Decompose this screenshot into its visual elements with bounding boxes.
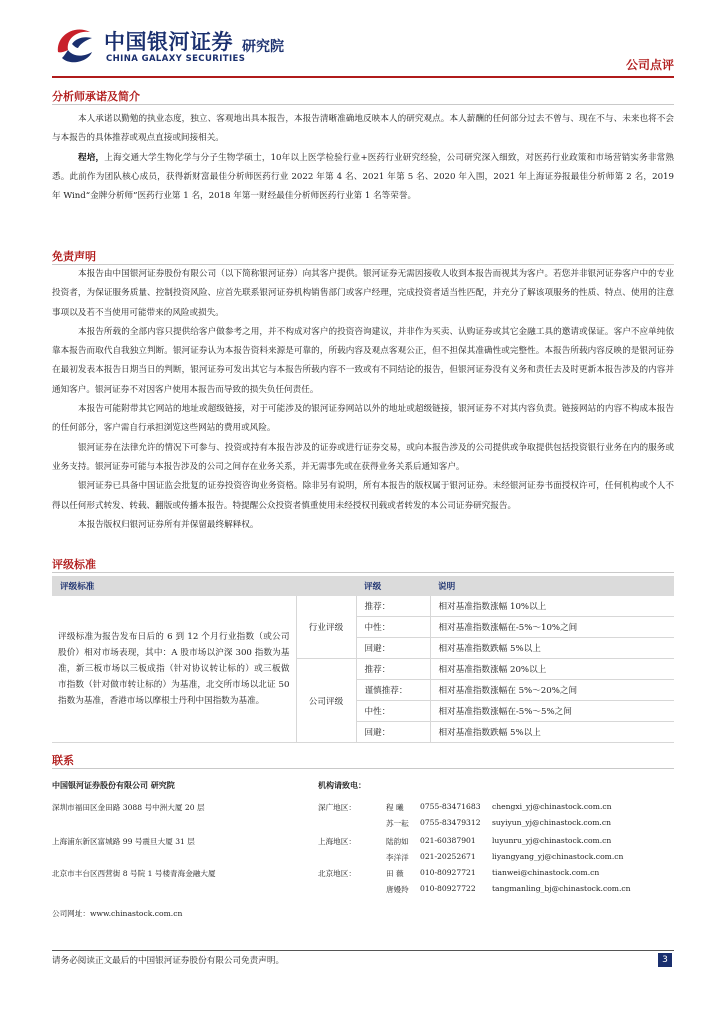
rating-level: 回避： [356,638,430,659]
contact-name: 陆韵如 [386,837,409,846]
contact-phone: 021-60387901 [420,836,476,845]
contact-name: 李洋洋 [386,853,409,862]
company-name: 中国银河证券股份有限公司 研究院 [52,781,175,790]
rating-level: 中性： [356,617,430,638]
rating-desc: 相对基准指数涨幅在-5%～5%之间 [430,701,674,722]
region-label: 北京地区： [318,869,356,878]
address-beijing: 北京市丰台区西营街 8 号院 1 号楼青海金融大厦 [52,869,216,878]
contact-phone: 010-80927721 [420,868,476,877]
analyst-section-body [52,110,674,206]
contact-email[interactable]: suyiyun_yj@chinastock.com.cn [492,818,611,827]
contact-name: 苏一耘 [386,819,409,828]
rating-desc: 相对基准指数跌幅 5%以上 [430,638,674,659]
table-header-cell: 评级 [356,576,430,596]
sales-title: 机构请致电： [318,781,366,790]
disclaimer-paragraph: 银河证券已具备中国证监会批复的证券投资咨询业务资格。除非另有说明，所有本报告的版权属于银河证券。未经银河证券书面授权许可，任何机构或个人不得以任何形式转发、转载、翻版或传播本报告。特提醒公众投资者慎重使用未经授权刊载或者转发的本公司证券研究报告。 [52,481,674,511]
contact-name: 田 薇 [386,869,404,878]
rating-desc: 相对基准指数涨幅在 5%～20%之间 [430,680,674,701]
rating-desc: 相对基准指数跌幅 5%以上 [430,722,674,743]
rating-desc: 相对基准指数涨幅 20%以上 [430,659,674,680]
industry-rating-label: 行业评级 [296,596,356,659]
contact-section-title: 联系 [52,754,74,767]
rating-desc: 相对基准指数涨幅 10%以上 [430,596,674,617]
rating-level: 推荐： [356,659,430,680]
section-divider [52,768,674,769]
disclaimer-paragraph: 本报告所载的全部内容只提供给客户做参考之用，并不构成对客户的投资咨询建议，并非作为买卖、认购证券或其它金融工具的邀请或保证。客户不应单纯依靠本报告而取代自我独立判断。银河证券认为本报告资料来源是可靠的，所载内容及观点客观公正，但不担保其准确性或完整性。本报告所载内容反映的是银河证券在最初发表本报告日期当日的判断，银河证券可发出其它与本报告所载内容不一致或有不同结论的报告，但银河证券没有义务和责任去及时更新本报告涉及的内容并通知客户。银河证券不对因客户使用本报告而导致的损失负任何责任。 [52,326,674,395]
contact-name: 唐嫚羚 [386,885,409,894]
header-divider [52,76,674,78]
contact-email[interactable]: chengxi_yj@chinastock.com.cn [492,802,612,811]
table-header-cell [296,576,356,596]
region-label: 深广地区： [318,803,356,812]
rating-level: 推荐： [356,596,430,617]
contact-email[interactable]: luyunru_yj@chinastock.com.cn [492,836,612,845]
disclaimer-paragraph: 银河证券在法律允许的情况下可参与、投资或持有本报告涉及的证券或进行证券交易，或向本报告涉及的公司提供或争取提供包括投资银行业务在内的服务或业务支持。银河证券可能与本报告涉及的公司之间存在业务关系，并无需事先或在获得业务关系后通知客户。 [52,442,674,472]
disclaimer-paragraph: 本报告由中国银河证券股份有限公司（以下简称银河证券）向其客户提供。银河证券无需因接收人收到本报告而视其为客户。若您并非银河证券客户中的专业投资者，为保证服务质量、控制投资风险、应首先联系银河证券机构销售部门或客户经理，完成投资者适当性匹配，并充分了解该项服务的性质、特点、使用的注意事项以及若不当使用可能带来的风险或损失。 [52,269,674,318]
contact-phone: 010-80927722 [420,884,476,893]
rating-standard-table [52,576,674,743]
company-website[interactable]: 公司网址：www.chinastock.com.cn [52,909,183,918]
contact-name: 程 曦 [386,803,404,812]
table-header-cell: 评级标准 [52,576,296,596]
company-rating-label: 公司评级 [296,659,356,743]
footer-divider [52,950,674,951]
contact-phone: 0755-83471683 [420,802,481,811]
table-header-cell: 说明 [430,576,674,596]
analyst-section-title: 分析师承诺及简介 [52,90,140,103]
rating-desc: 相对基准指数涨幅在-5%～10%之间 [430,617,674,638]
contact-email[interactable]: tangmanling_bj@chinastock.com.cn [492,884,631,893]
brand-name-en: CHINA GALAXY SECURITIES [106,54,246,64]
rating-section-title: 评级标准 [52,558,96,571]
section-divider [52,572,674,573]
region-label: 上海地区： [318,837,356,846]
disclaimer-paragraph: 本报告版权归银河证券所有并保留最终解释权。 [78,519,259,530]
galaxy-logo-icon [52,22,98,68]
rating-level: 谨慎推荐： [356,680,430,701]
analyst-commitment-paragraph: 本人承诺以勤勉的执业态度，独立、客观地出具本报告，本报告清晰准确地反映本人的研究观点。本人薪酬的任何部分过去不曾与、现在不与、未来也将不会与本报告的具体推荐或观点直接或间接相关。 [52,114,674,144]
table-header-row [52,576,674,596]
rating-level: 回避： [356,722,430,743]
address-shenzhen: 深圳市福田区金田路 3088 号中洲大厦 20 层 [52,803,205,812]
table-row [52,596,674,617]
page-number: 3 [658,953,672,967]
contact-email[interactable]: liyangyang_yj@chinastock.com.cn [492,852,624,861]
footer-disclaimer-note: 请务必阅读正文最后的中国银河证券股份有限公司免责声明。 [52,956,285,966]
section-divider [52,104,674,105]
contact-phone: 021-20252671 [420,852,476,861]
disclaimer-section-title: 免责声明 [52,250,96,263]
disclaimer-body [52,265,674,535]
page-header [52,14,674,74]
analyst-name: 程培， [78,152,105,163]
brand-subtitle: 研究院 [242,39,284,55]
address-shanghai: 上海浦东新区富城路 99 号震旦大厦 31 层 [52,837,195,846]
disclaimer-paragraph: 本报告可能附带其它网站的地址或超级链接，对于可能涉及的银河证券网站以外的地址或超级链接，银河证券不对其内容负责。链接网站的内容不构成本报告的任何部分，客户需自行承担浏览这些网站的费用或风险。 [52,404,674,434]
contact-phone: 0755-83479312 [420,818,481,827]
analyst-bio-paragraph [52,149,674,207]
rating-description: 评级标准为报告发布日后的 6 到 12 个月行业指数（或公司股价）相对市场表现，其中：A 股市场以沪深 300 指数为基准，新三板市场以三板成指（针对协议转让标的）或三板做市指数（针对做市转让标的）为基准，北交所市场以北证 50 指数为基准，香港市场以摩根士丹利中国指数为基准。 [52,596,296,743]
analyst-bio: 上海交通大学生物化学与分子生物学硕士，10年以上医学检验行业+医药行业研究经验，公司研究深入细致，对医药行业政策和市场营销实务非常熟悉。此前作为团队核心成员，获得新财富最佳分析师医药行业 2022 年第 4 名、2021 年第 5 名、2020 年入围，2021 年上海证券报最佳分析师第 2 名，2019 年 Wind“金牌分析师”医药行业第 1 名，2018 年第一财经最佳分析师医药行业第 1 名等荣誉。 [52,152,674,202]
contact-email[interactable]: tianwei@chinastock.com.cn [492,868,600,877]
brand-name-cn: 中国银河证券 [104,30,233,54]
report-type-label: 公司点评 [625,58,674,72]
rating-level: 中性： [356,701,430,722]
